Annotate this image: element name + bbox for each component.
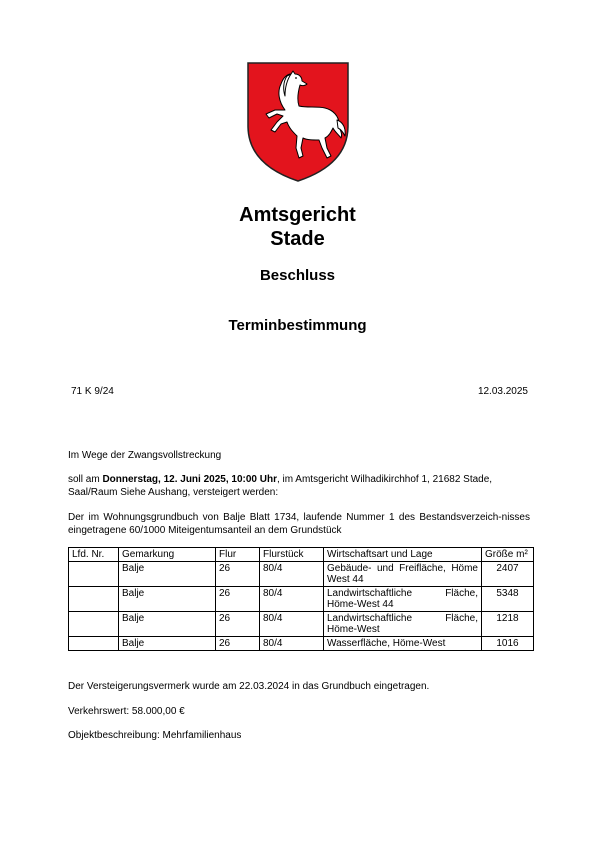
object-description: Objektbeschreibung: Mehrfamilienhaus	[68, 730, 242, 741]
parcel-table	[68, 547, 534, 651]
cell-nr	[69, 637, 119, 651]
auction-date: Donnerstag, 12. Juni 2025, 10:00 Uhr	[102, 474, 277, 485]
cell-flurstueck: 80/4	[260, 637, 324, 651]
table-row	[69, 587, 534, 612]
cell-gemarkung: Balje	[119, 587, 216, 612]
court-line-2: Stade	[270, 228, 325, 250]
cell-flur: 26	[216, 612, 260, 637]
cell-nr	[69, 587, 119, 612]
property-description: Der im Wohnungsgrundbuch von Balje Blatt 1734, laufende Nummer 1 des Bestandsverzeich-nisses eingetragene 60/1000 Miteigentumsanteil an dem Grundstück	[68, 512, 530, 536]
col-header-flur: Flur	[216, 548, 260, 562]
market-value: Verkehrswert: 58.000,00 €	[68, 706, 185, 717]
cell-gemarkung: Balje	[119, 562, 216, 587]
cell-lage: Wasserfläche, Höme-West	[324, 637, 482, 651]
court-line-1: Amtsgericht	[239, 204, 356, 226]
cell-gemarkung: Balje	[119, 612, 216, 637]
cell-lage: Gebäude- und Freifläche, Höme West 44	[324, 562, 482, 587]
cell-flur: 26	[216, 637, 260, 651]
document-date: 12.03.2025	[477, 386, 528, 397]
cell-flur: 26	[216, 587, 260, 612]
coat-of-arms-icon	[247, 62, 349, 182]
auction-suffix: , im Amtsgericht Wilhadikirchhof 1, 21682 Stade, Saal/Raum Siehe Aushang, versteigert werden:	[68, 474, 493, 498]
table-row	[69, 562, 534, 587]
cell-nr	[69, 612, 119, 637]
auction-notice	[68, 473, 530, 499]
cell-lage: Landwirtschaftliche Fläche, Höme-West 44	[324, 587, 482, 612]
document-subtitle: Terminbestimmung	[228, 317, 367, 334]
case-number: 71 K 9/24	[71, 386, 114, 397]
intro-text: Im Wege der Zwangsvollstreckung	[68, 450, 222, 461]
table-row	[69, 637, 534, 651]
table-row	[69, 612, 534, 637]
col-header-nr: Lfd. Nr.	[69, 548, 119, 562]
cell-groesse: 5348	[482, 587, 534, 612]
table-header-row	[69, 548, 534, 562]
cell-flurstueck: 80/4	[260, 612, 324, 637]
col-header-flurstueck: Flurstück	[260, 548, 324, 562]
court-name	[0, 203, 595, 251]
cell-flurstueck: 80/4	[260, 587, 324, 612]
auction-prefix: soll am	[68, 474, 103, 485]
col-header-groesse: Größe m²	[482, 548, 534, 562]
document-title: Beschluss	[259, 267, 336, 284]
cell-flur: 26	[216, 562, 260, 587]
col-header-gemarkung: Gemarkung	[119, 548, 216, 562]
cell-groesse: 2407	[482, 562, 534, 587]
cell-groesse: 1218	[482, 612, 534, 637]
registry-note: Der Versteigerungsvermerk wurde am 22.03.2024 in das Grundbuch eingetragen.	[68, 681, 430, 692]
cell-gemarkung: Balje	[119, 637, 216, 651]
cell-flurstueck: 80/4	[260, 562, 324, 587]
cell-nr	[69, 562, 119, 587]
col-header-lage: Wirtschaftsart und Lage	[324, 548, 482, 562]
cell-groesse: 1016	[482, 637, 534, 651]
cell-lage: Landwirtschaftliche Fläche, Höme-West	[324, 612, 482, 637]
